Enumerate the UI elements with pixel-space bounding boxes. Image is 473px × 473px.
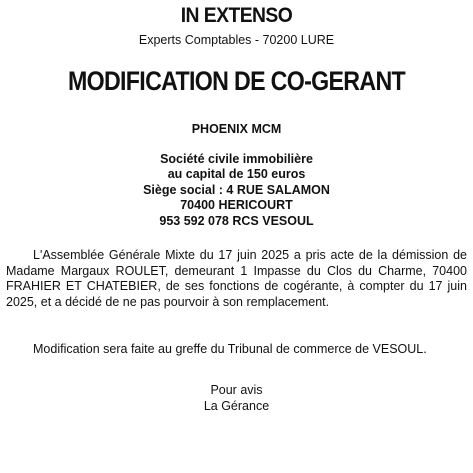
signoff xyxy=(0,383,473,414)
firm-name: IN EXTENSO xyxy=(180,4,293,27)
notice-title: MODIFICATION DE CO-GERANT xyxy=(67,66,406,96)
company-capital: au capital de 150 euros xyxy=(167,167,306,182)
company-legal-form: Société civile immobilière xyxy=(160,151,313,166)
signoff-line-1: Pour avis xyxy=(210,383,263,397)
company-details xyxy=(0,122,473,230)
company-city: 70400 HERICOURT xyxy=(180,198,293,213)
company-registration: 953 592 078 RCS VESOUL xyxy=(159,213,314,228)
company-head-office: Siège social : 4 RUE SALAMON xyxy=(143,182,330,197)
notice-paragraph-resignation: L'Assemblée Générale Mixte du 17 juin 2025 a pris acte de la démission de Madame Margaux ROULET, demeurant 1 Impasse du Clos du Charme, 70400 FRAHIER ET CHATEBIER, de ses fonctions de cogérante, à compter du 17 juin 2025, et a décidé de ne pas pourvoir à son remplacement. xyxy=(6,248,467,309)
notice-paragraph-registry: Modification sera faite au greffe du Tribunal de commerce de VESOUL. xyxy=(33,342,427,356)
company-name: PHOENIX MCM xyxy=(191,122,282,136)
signoff-line-2: La Gérance xyxy=(203,398,270,413)
firm-subtitle: Experts Comptables - 70200 LURE xyxy=(138,33,335,47)
